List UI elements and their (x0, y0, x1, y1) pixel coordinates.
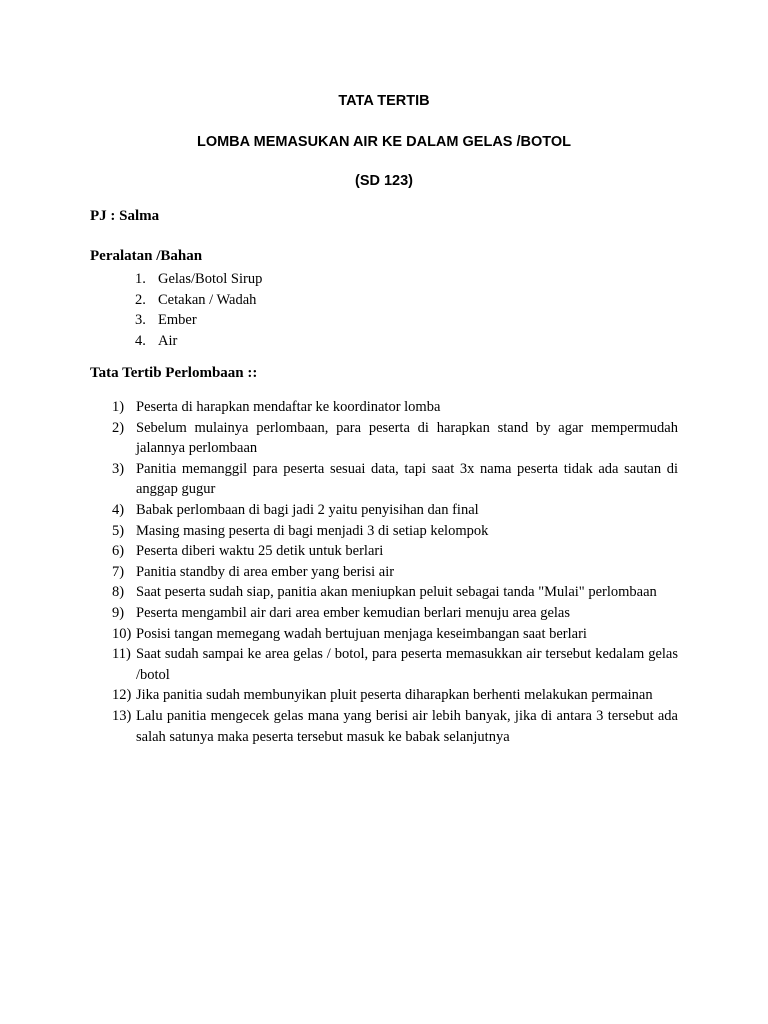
rule-number: 5) (112, 522, 125, 539)
equipment-list (135, 269, 262, 351)
rule-item (112, 418, 678, 459)
rule-text: Panitia memanggil para peserta sesuai data, tapi saat 3x nama peserta tidak ada sautan di anggap gugur (136, 460, 678, 498)
rule-number: 12) (112, 687, 132, 704)
rule-text: Peserta mengambil air dari area ember kemudian berlari menuju area gelas (136, 604, 570, 621)
rule-text: Panitia standby di area ember yang berisi air (136, 563, 395, 580)
rule-item (112, 644, 678, 685)
equipment-item-number: 4. (135, 332, 146, 349)
rule-text: Babak perlombaan di bagi jadi 2 yaitu penyisihan dan final (136, 501, 479, 518)
rule-number: 1) (112, 399, 125, 415)
equipment-item-text: Gelas/Botol Sirup (158, 271, 263, 287)
school-label: (SD 123) (354, 173, 414, 189)
pj-label: PJ : Salma (90, 208, 160, 224)
equipment-item-text: Cetakan / Wadah (158, 291, 257, 308)
equipment-item (135, 331, 262, 352)
rule-text: Jika panitia sudah membunyikan pluit peserta diharapkan berhenti melakukan permainan (136, 687, 653, 704)
rule-item (112, 706, 678, 747)
rule-text: Posisi tangan memegang wadah bertujuan menjaga keseimbangan saat berlari (136, 625, 587, 642)
rule-text: Masing masing peserta di bagi menjadi 3 di setiap kelompok (136, 522, 489, 539)
rules-list (112, 397, 678, 747)
rule-item (112, 603, 678, 624)
equipment-item-number: 1. (135, 271, 146, 287)
rule-text: Sebelum mulainya perlombaan, para peserta di harapkan stand by agar mempermudah jalannya perlombaan (136, 419, 678, 457)
rule-text: Peserta di harapkan mendaftar ke koordinator lomba (136, 399, 441, 415)
equipment-item-text: Ember (158, 312, 197, 328)
rule-text: Saat sudah sampai ke area gelas / botol, para peserta memasukkan air tersebut kedalam gelas /botol (136, 646, 678, 683)
rules-section-title: Tata Tertib Perlombaan :: (90, 365, 258, 381)
rule-number: 13) (112, 707, 132, 724)
rule-text: Saat peserta sudah siap, panitia akan meniupkan peluit sebagai tanda "Mulai" perlombaan (136, 584, 657, 601)
equipment-item (135, 290, 262, 311)
rule-number: 3) (112, 460, 125, 477)
rule-number: 4) (112, 501, 125, 518)
rule-number: 2) (112, 419, 125, 436)
equipment-item-text: Air (158, 332, 178, 349)
rule-item (112, 582, 678, 603)
equipment-item-number: 2. (135, 291, 146, 308)
document-title: TATA TERTIB (338, 93, 430, 109)
rule-number: 9) (112, 604, 125, 621)
rule-number: 7) (112, 563, 125, 580)
equipment-item (135, 269, 262, 290)
rule-item (112, 685, 678, 706)
rule-text: Peserta diberi waktu 25 detik untuk berlari (136, 543, 384, 560)
document-subtitle: LOMBA MEMASUKAN AIR KE DALAM GELAS /BOTOL (196, 134, 572, 150)
rule-item (112, 562, 678, 583)
rule-text: Lalu panitia mengecek gelas mana yang berisi air lebih banyak, jika di antara 3 tersebut ada salah satunya maka peserta tersebut masuk ke babak selanjutnya (136, 707, 678, 745)
rule-number: 11) (112, 646, 131, 663)
equipment-item (135, 310, 262, 331)
rule-item (112, 624, 678, 645)
equipment-section-title: Peralatan /Bahan (90, 248, 203, 264)
rule-number: 6) (112, 543, 125, 560)
rule-item (112, 500, 678, 521)
rule-item (112, 397, 678, 418)
rule-number: 10) (112, 625, 132, 642)
rule-item (112, 459, 678, 500)
equipment-item-number: 3. (135, 312, 146, 328)
rule-item (112, 521, 678, 542)
rule-number: 8) (112, 584, 125, 601)
rule-item (112, 541, 678, 562)
